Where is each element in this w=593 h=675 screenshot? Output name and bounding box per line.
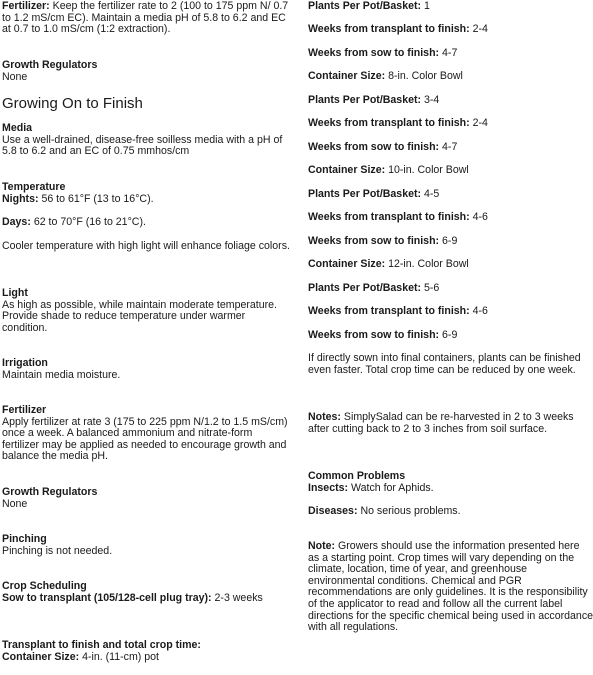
insects-label: Insects: bbox=[308, 481, 349, 494]
spec-row bbox=[308, 165, 593, 177]
spec-label: Plants Per Pot/Basket: bbox=[308, 188, 422, 200]
spec-row bbox=[308, 118, 593, 130]
spec-row bbox=[308, 142, 593, 154]
common-problems-heading: Common Problems bbox=[308, 470, 406, 482]
spec-value: 6-9 bbox=[442, 235, 458, 247]
growth-regulators-text: None bbox=[2, 70, 28, 83]
days-label: Days: bbox=[2, 216, 31, 228]
light-heading: Light bbox=[2, 287, 28, 299]
sow-to-transplant-label: Sow to transplant (105/128-cell plug tray): bbox=[2, 591, 212, 604]
growth-regulators-heading: Growth Regulators bbox=[2, 59, 98, 71]
spec-row bbox=[308, 236, 593, 248]
growth-regulators-text-2: None bbox=[2, 497, 28, 510]
media-text: Use a well-drained, disease-free soilless media with a pH of 5.8 to 6.2 and an EC of 0.75 mmhos/cm bbox=[2, 133, 283, 158]
spec-row bbox=[308, 189, 593, 201]
days-text: 62 to 70°F (16 to 21°C). bbox=[33, 216, 146, 228]
spec-value: 2-4 bbox=[472, 23, 488, 35]
media-block bbox=[2, 123, 292, 158]
spec-value: 8-in. Color Bowl bbox=[388, 70, 463, 82]
spec-value: 3-4 bbox=[424, 94, 440, 106]
container-size-label: Container Size: bbox=[2, 650, 80, 663]
transplant-finish-block bbox=[2, 640, 292, 663]
notes-label: Notes: bbox=[308, 411, 341, 423]
temperature-block bbox=[2, 182, 292, 205]
irrigation-heading: Irrigation bbox=[2, 357, 48, 369]
spec-row bbox=[308, 71, 593, 83]
spec-row bbox=[308, 95, 593, 107]
sow-to-transplant-text: 2-3 weeks bbox=[214, 591, 263, 604]
media-heading: Media bbox=[2, 122, 33, 134]
diseases-block bbox=[308, 506, 593, 518]
spec-value: 4-5 bbox=[424, 188, 440, 200]
spec-label: Plants Per Pot/Basket: bbox=[308, 0, 422, 12]
spec-label: Plants Per Pot/Basket: bbox=[308, 282, 422, 294]
notes-text: SimplySalad can be re-harvested in 2 to 3 weeks after cutting back to 2 to 3 inches from soil surface. bbox=[308, 411, 574, 435]
spec-value: 2-4 bbox=[472, 117, 488, 129]
nights-label: Nights: bbox=[2, 192, 39, 205]
transplant-finish-heading: Transplant to finish and total crop time: bbox=[2, 639, 201, 651]
irrigation-text: Maintain media moisture. bbox=[2, 368, 121, 381]
common-problems-block bbox=[308, 471, 593, 494]
pinching-heading: Pinching bbox=[2, 533, 47, 545]
spec-value: 1 bbox=[424, 0, 430, 12]
spec-row bbox=[308, 24, 593, 36]
spec-row bbox=[308, 1, 593, 13]
diseases-label: Diseases: bbox=[308, 505, 358, 517]
container-size-text: 4-in. (11-cm) pot bbox=[82, 650, 160, 663]
spec-row bbox=[308, 330, 593, 342]
diseases-text: No serious problems. bbox=[360, 505, 461, 517]
fertilizer-label: Fertilizer: bbox=[2, 0, 50, 12]
spec-label: Weeks from sow to finish: bbox=[308, 329, 440, 341]
spec-value: 4-7 bbox=[442, 141, 458, 153]
direct-sow-text: If directly sown into final containers, plants can be finished even faster. Total crop time can be reduced by one week. bbox=[308, 352, 581, 376]
spec-label: Weeks from sow to finish: bbox=[308, 141, 440, 153]
spec-row bbox=[308, 283, 593, 295]
growth-regulators-heading-2: Growth Regulators bbox=[2, 486, 98, 498]
crop-scheduling-block bbox=[2, 581, 292, 604]
spec-label: Plants Per Pot/Basket: bbox=[308, 94, 422, 106]
spec-label: Container Size: bbox=[308, 164, 386, 176]
cooler-block bbox=[2, 241, 292, 253]
spec-value: 4-6 bbox=[472, 211, 488, 223]
spec-row bbox=[308, 259, 593, 271]
pinching-block bbox=[2, 534, 292, 557]
spec-label: Weeks from sow to finish: bbox=[308, 47, 440, 59]
cooler-text: Cooler temperature with high light will enhance foliage colors. bbox=[2, 240, 290, 252]
nights-text: 56 to 61°F (13 to 16°C). bbox=[41, 192, 154, 205]
spec-value: 5-6 bbox=[424, 282, 440, 294]
spec-value: 4-7 bbox=[442, 47, 458, 59]
insects-text: Watch for Aphids. bbox=[351, 481, 434, 494]
light-text: As high as possible, while maintain moderate temperature. Provide shade to reduce temperature under warmer condition. bbox=[2, 298, 277, 334]
fertilizer-heading: Fertilizer bbox=[2, 404, 47, 416]
spec-label: Container Size: bbox=[308, 258, 386, 270]
crop-scheduling-heading: Crop Scheduling bbox=[2, 580, 87, 592]
fertilizer-block-2 bbox=[2, 405, 292, 463]
spec-value: 4-6 bbox=[472, 305, 488, 317]
fertilizer-seedling-block bbox=[2, 1, 292, 36]
section-title-block bbox=[2, 95, 292, 113]
spec-value: 12-in. Color Bowl bbox=[388, 258, 469, 270]
growth-regulators-block-2 bbox=[2, 487, 292, 510]
spec-row bbox=[308, 48, 593, 60]
temperature-heading: Temperature bbox=[2, 181, 66, 193]
spec-row bbox=[308, 306, 593, 318]
spec-label: Weeks from transplant to finish: bbox=[308, 117, 470, 129]
spec-label: Container Size: bbox=[308, 70, 386, 82]
growth-regulators-block-1 bbox=[2, 60, 292, 83]
spec-value: 10-in. Color Bowl bbox=[388, 164, 469, 176]
light-block bbox=[2, 288, 292, 334]
disclaimer-block bbox=[308, 541, 593, 634]
note-label: Note: bbox=[308, 540, 336, 552]
spec-row bbox=[308, 212, 593, 224]
spec-label: Weeks from transplant to finish: bbox=[308, 23, 470, 35]
section-title: Growing On to Finish bbox=[2, 95, 143, 112]
spec-label: Weeks from transplant to finish: bbox=[308, 305, 470, 317]
note-text: Growers should use the information presented here as a starting point. Crop times will vary depending on the climate, location, time of year, and greenhouse environmental conditions. Chemical and PGR recommendations are only guidelines. It is the responsibility of the applicator to read and follow all the current label directions for the specific chemical being used in accordance with all regulations. bbox=[308, 540, 593, 634]
spec-label: Weeks from sow to finish: bbox=[308, 235, 440, 247]
pinching-text: Pinching is not needed. bbox=[2, 544, 113, 557]
direct-sow-block bbox=[308, 353, 593, 376]
notes-block bbox=[308, 412, 593, 435]
fertilizer-text: Keep the fertilizer rate to 2 (100 to 175 ppm N/ 0.7 to 1.2 mS/cm EC). Maintain a media pH of 5.8 to 6.2 and EC at 0.7 to 1.0 mS/cm (1:2 extraction). bbox=[2, 0, 289, 36]
days-block bbox=[2, 217, 292, 229]
spec-label: Weeks from transplant to finish: bbox=[308, 211, 470, 223]
spec-value: 6-9 bbox=[442, 329, 458, 341]
fertilizer-text-2: Apply fertilizer at rate 3 (175 to 225 ppm N/1.2 to 1.5 mS/cm) once a week. A balanced ammonium and nitrate-form fertilizer may be applied as needed to encourage growth and balance the media pH. bbox=[2, 415, 288, 463]
irrigation-block bbox=[2, 358, 292, 381]
